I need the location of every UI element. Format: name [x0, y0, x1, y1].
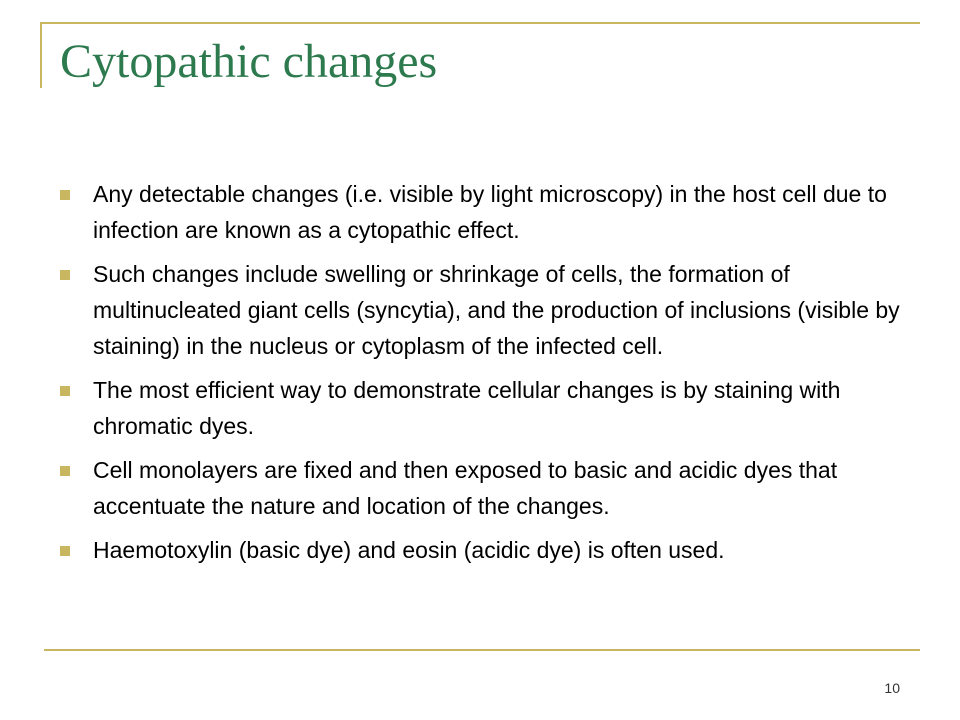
bullet-item: [60, 452, 920, 524]
page-number: 10: [884, 680, 900, 696]
bullet-text: The most efficient way to demonstrate cellular changes is by staining with chromatic dyes.: [93, 377, 841, 439]
slide-title: Cytopathic changes: [60, 35, 438, 88]
bullet-list: [60, 176, 920, 576]
bullet-text: Haemotoxylin (basic dye) and eosin (acidic dye) is often used.: [93, 537, 725, 563]
bullet-item: [60, 176, 920, 248]
square-bullet-icon: [60, 190, 70, 200]
frame-top-rule: [40, 22, 920, 24]
square-bullet-icon: [60, 466, 70, 476]
square-bullet-icon: [60, 546, 70, 556]
square-bullet-icon: [60, 386, 70, 396]
bullet-item: [60, 256, 920, 364]
frame-bottom-rule: [44, 649, 920, 651]
bullet-item: [60, 372, 920, 444]
square-bullet-icon: [60, 270, 70, 280]
bullet-text: Such changes include swelling or shrinkage of cells, the formation of multinucleated giant cells (syncytia), and the production of inclusions (visible by staining) in the nucleus or cytoplasm of the infected cell.: [93, 261, 900, 359]
bullet-text: Any detectable changes (i.e. visible by light microscopy) in the host cell due to infection are known as a cytopathic effect.: [93, 181, 887, 243]
frame-left-rule: [40, 22, 42, 88]
bullet-item: [60, 532, 920, 568]
bullet-text: Cell monolayers are fixed and then exposed to basic and acidic dyes that accentuate the nature and location of the changes.: [93, 457, 838, 519]
